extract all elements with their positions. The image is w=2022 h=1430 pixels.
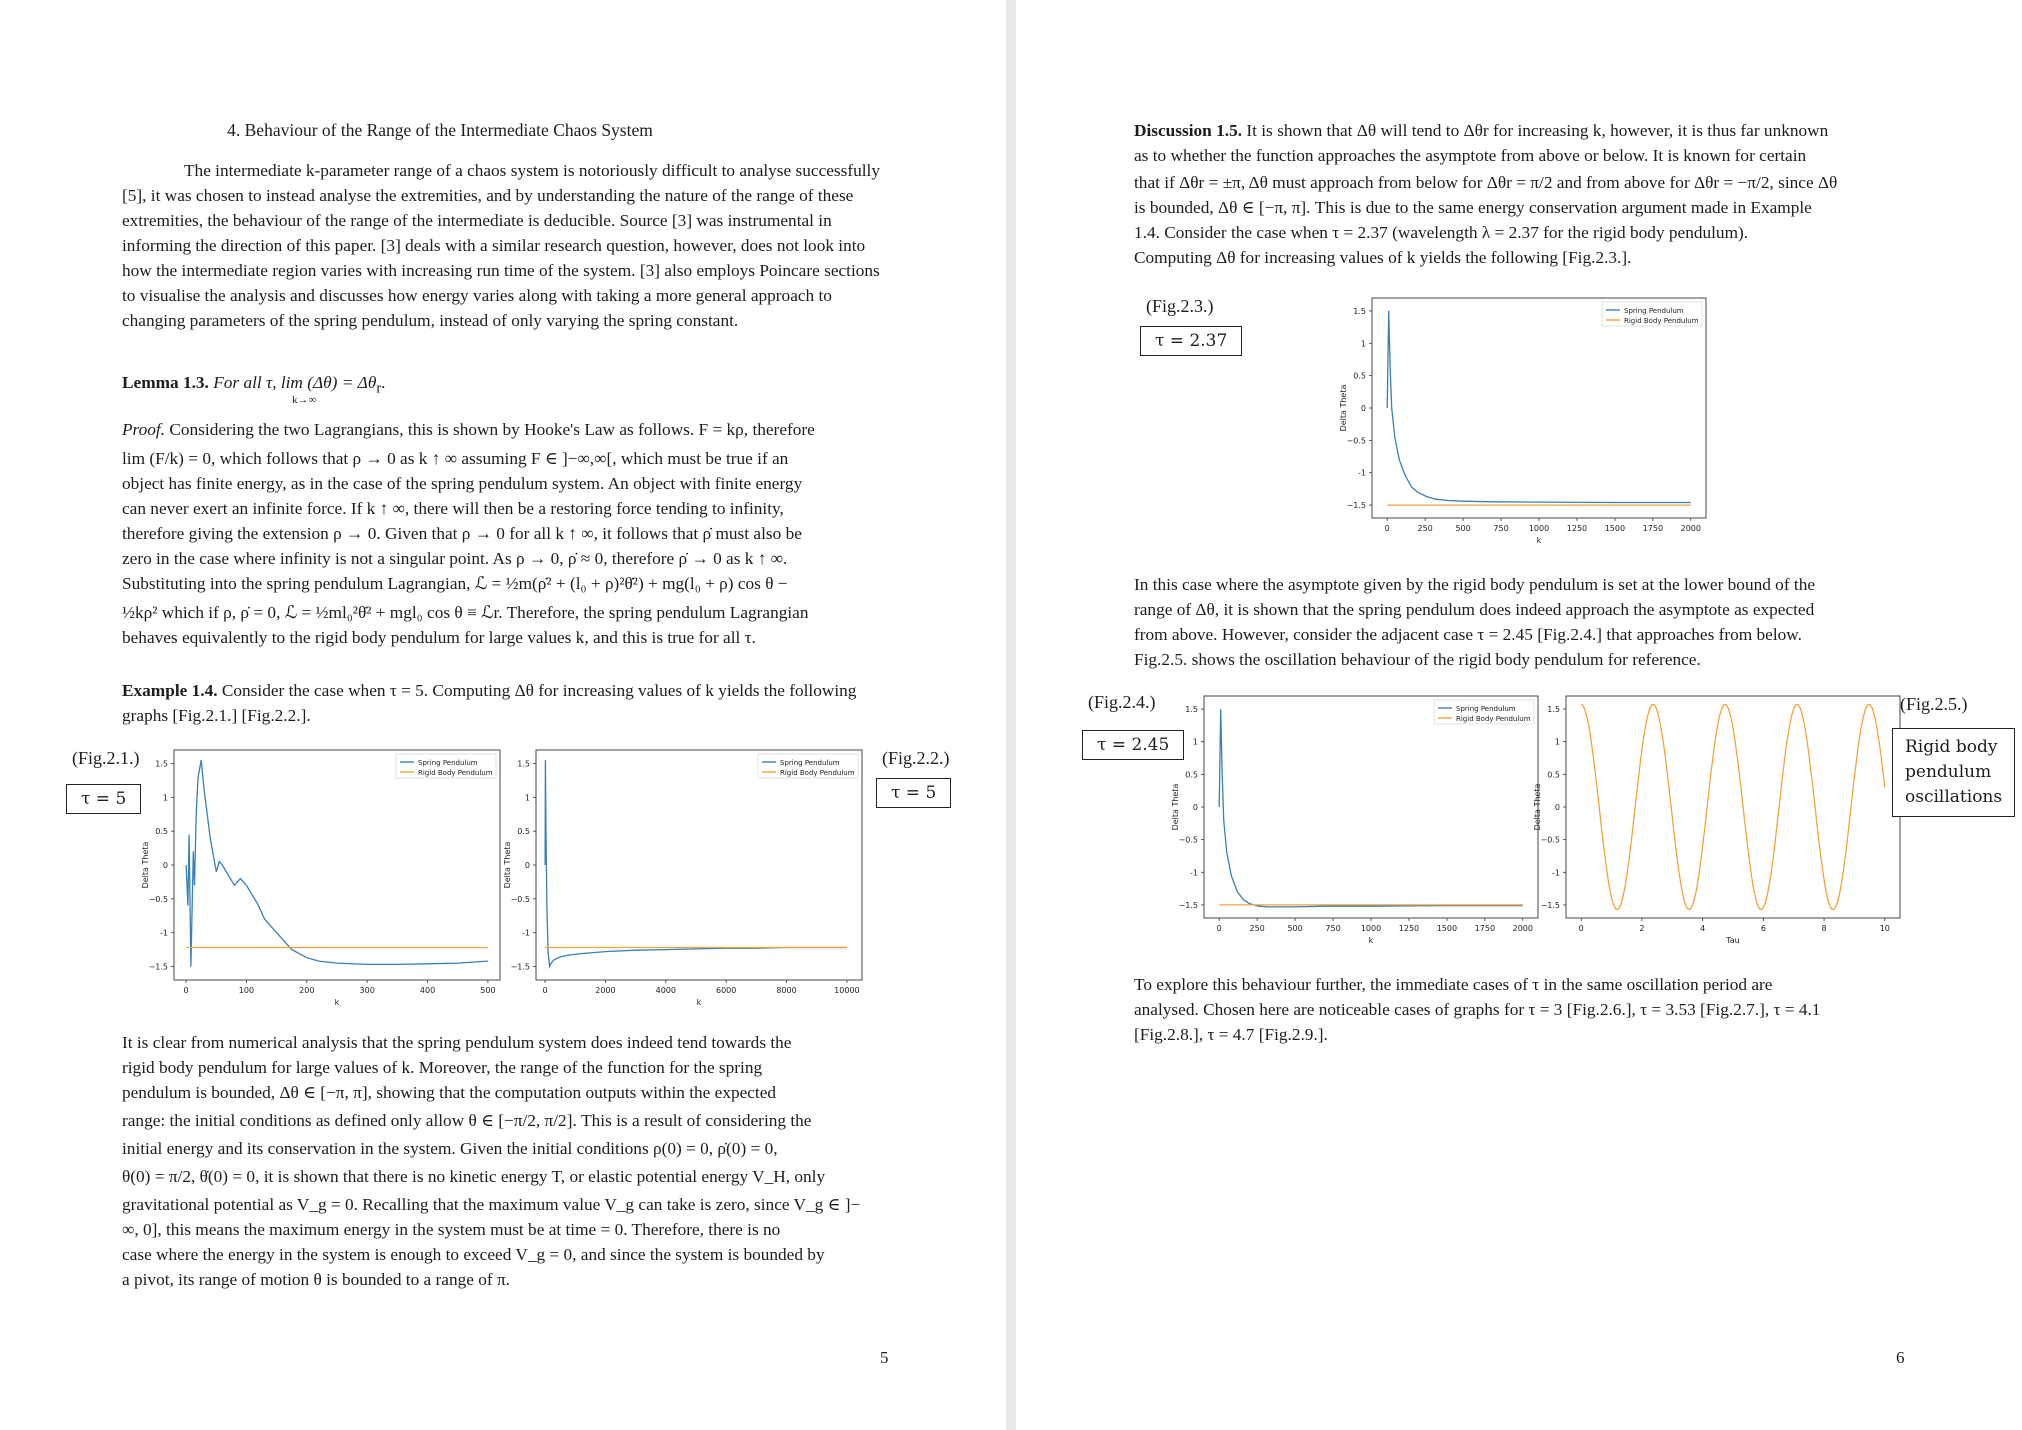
y-tick-label: 0	[524, 861, 530, 870]
asymptote-paragraph	[1134, 572, 1914, 672]
lemma-1-3: Lemma 1.3. For all τ, $\lim (\Delta\theta) = \Delta\theta_r$. k→∞	[122, 370, 890, 401]
x-tick-label: 100	[238, 986, 255, 995]
example-label: Example 1.4.	[122, 681, 218, 700]
x-tick-label: 6	[1760, 924, 1766, 933]
y-tick-label: −0.5	[510, 894, 530, 904]
y-tick-label: 1	[1192, 737, 1198, 747]
x-tick-label: 0	[542, 986, 548, 995]
fig21-caption: (Fig.2.1.)	[72, 748, 140, 768]
y-tick-label: 0	[1554, 803, 1560, 812]
y-tick-label: 1	[524, 793, 530, 803]
fig25-box-line-1: Rigid body	[1905, 737, 1998, 757]
x-tick-label: 8	[1821, 924, 1827, 933]
fig23-tau-label: τ = 2.37	[1140, 326, 1242, 356]
proof-line-1: Considering the two Lagrangians, this is shown by Hooke's Law as follows. F = kρ, therefore	[169, 420, 815, 439]
x-tick-label: 2	[1639, 924, 1645, 933]
x-tick-label: 0	[1578, 924, 1584, 933]
fig22-chart	[498, 742, 870, 1012]
legend-label-1: Spring Pendulum	[780, 759, 840, 767]
plot-frame	[536, 750, 862, 980]
legend-label-1: Spring Pendulum	[418, 759, 478, 767]
y-tick-label: −1.5	[510, 962, 530, 972]
x-tick-label: 750	[1493, 524, 1509, 533]
discussion-line-3: that if Δθr = ±π, Δθ must approach from below for Δθr = π/2 and from above for Δθr = −π/2, since Δθ	[1134, 173, 1838, 192]
analysis-line-1: It is clear from numerical analysis that the spring pendulum system does indeed tend towards the	[122, 1033, 792, 1052]
discussion-1-5	[1134, 118, 1914, 270]
x-tick-label: 8000	[776, 986, 797, 995]
x-tick-label: 500	[1455, 524, 1471, 533]
explore-paragraph	[1134, 972, 1914, 1047]
asymptote-line-2: range of Δθ, it is shown that the spring pendulum does indeed approach the asymptote as expected	[1134, 600, 1815, 619]
discussion-label: Discussion 1.5.	[1134, 121, 1243, 140]
example-1-4	[122, 678, 882, 728]
lemma-label: Lemma 1.3.	[122, 373, 209, 392]
proof-line-5: therefore giving the extension ρ → 0. Given that ρ → 0 for all k ↑ ∞, it follows that ρ̇ must also be	[122, 524, 802, 543]
y-tick-label: −1.5	[1178, 900, 1198, 910]
lemma-statement: For all τ, lim (Δθ) = Δθ	[213, 373, 377, 392]
y-axis-label: Delta Theta	[1533, 783, 1542, 831]
proof-line-6: zero in the case where infinity is not a singular point. As ρ → 0, ρ̇ ≈ 0, therefore ρ̇ → 0 as k ↑ ∞.	[122, 549, 788, 568]
fig24-chart	[1166, 688, 1546, 950]
fig24-tau-label: τ = 2.45	[1082, 730, 1184, 760]
y-tick-label: 0.5	[517, 827, 530, 837]
y-tick-label: −0.5	[1178, 835, 1198, 845]
proof-line-9: behaves equivalently to the rigid body pendulum for large values k, and this is true for all τ.	[122, 628, 756, 647]
proof-line-7: Substituting into the spring pendulum Lagrangian, ℒ = ½m(ρ̇² + (l₀ + ρ)²θ̇²) + mg(l₀ + ρ) cos θ −	[122, 574, 788, 593]
legend-label-2: Rigid Body Pendulum	[418, 769, 493, 777]
y-tick-label: 1.5	[1547, 705, 1560, 715]
y-tick-label: -1	[1190, 868, 1198, 878]
discussion-line-1: It is shown that Δθ will tend to Δθr for increasing k, however, it is thus far unknown	[1246, 121, 1829, 140]
page-5	[0, 0, 1006, 1430]
y-tick-label: 0	[1360, 404, 1366, 413]
y-tick-label: 1.5	[517, 759, 530, 769]
x-tick-label: 6000	[715, 986, 737, 995]
x-tick-label: 1500	[1604, 524, 1626, 533]
discussion-line-4: is bounded, Δθ ∈ [−π, π]. This is due to the same energy conservation argument made in Example	[1134, 198, 1812, 217]
x-tick-label: 300	[359, 986, 375, 995]
explore-line-1: To explore this behaviour further, the immediate cases of τ in the same oscillation period are	[1134, 975, 1773, 994]
lemma-subscript: r	[376, 380, 382, 397]
page-6	[1016, 0, 2022, 1430]
fig21-tau-label: τ = 5	[66, 784, 141, 814]
legend-label-1: Spring Pendulum	[1624, 307, 1684, 315]
x-tick-label: 1250	[1566, 524, 1588, 533]
fig21-chart	[136, 742, 508, 1012]
proof-line-8: ½kρ² which if ρ, ρ̇ = 0, ℒ = ½ml₀²θ̇² + mgl₀ cos θ ≡ ℒr. Therefore, the spring pendulum Lagrangian	[122, 603, 809, 622]
analysis-line-3: pendulum is bounded, Δθ ∈ [−π, π], showing that the computation outputs within the expected	[122, 1083, 777, 1102]
y-tick-label: -1	[1552, 868, 1560, 878]
analysis-line-8: ∞, 0], this means the maximum energy in the system must be at time = 0. Therefore, there is no	[122, 1220, 781, 1239]
legend-label-2: Rigid Body Pendulum	[780, 769, 855, 777]
fig25-chart	[1528, 688, 1908, 950]
legend-label-2: Rigid Body Pendulum	[1456, 715, 1531, 723]
fig25-caption: (Fig.2.5.)	[1900, 694, 1968, 714]
x-tick-label: 10000	[834, 986, 860, 995]
x-tick-label: 2000	[1680, 524, 1701, 533]
intro-paragraph: The intermediate k-parameter range of a chaos system is notoriously difficult to analyse successfully [5], it was chosen to instead analyse the extremities, and by understanding the nature of the range of these extremities, the behaviour of the range of the intermediate is deducible. Source [3] was instrumental in informing the direction of this paper. [3] deals with a similar research question, however, does not look into how the intermediate region varies with increasing run time of the system. [3] also employs Poincare sections to visualise the analysis and discusses how energy varies along with taking a more general approach to changing parameters of the spring pendulum, instead of only varying the spring constant.	[122, 161, 880, 330]
proof-line-2: lim (F/k) = 0, which follows that ρ → 0 as k ↑ ∞ assuming F ∈ ]−∞,∞[, which must be true if an	[122, 449, 789, 468]
y-tick-label: -1	[1358, 468, 1366, 478]
x-axis-label: k	[1536, 536, 1542, 545]
x-axis-label: k	[1368, 936, 1374, 945]
x-tick-label: 10	[1879, 924, 1890, 933]
fig25-box-line-2: pendulum	[1905, 762, 1992, 782]
x-axis-label: k	[696, 998, 702, 1007]
x-tick-label: 500	[1287, 924, 1303, 933]
proof-line-4: can never exert an infinite force. If k ↑ ∞, there will then be a restoring force tending to infinity,	[122, 499, 784, 518]
x-tick-label: 1750	[1642, 524, 1664, 533]
page-number-6: 6	[1896, 1348, 1905, 1367]
x-tick-label: 400	[419, 986, 436, 995]
x-tick-label: 1250	[1398, 924, 1420, 933]
page-number-5: 5	[880, 1348, 889, 1367]
proof-block	[122, 417, 892, 650]
analysis-line-5: initial energy and its conservation in the system. Given the initial conditions ρ(0) = 0, ρ̇(0) = 0,	[122, 1139, 778, 1158]
fig24-caption: (Fig.2.4.)	[1088, 692, 1156, 712]
x-axis-label: Tau	[1726, 936, 1740, 945]
y-tick-label: 0	[1192, 803, 1198, 812]
discussion-line-5: 1.4. Consider the case when τ = 2.37 (wavelength λ = 2.37 for the rigid body pendulum).	[1134, 223, 1749, 242]
analysis-line-4: range: the initial conditions as defined only allow θ ∈ [−π/2, π/2]. This is a result of considering the	[122, 1111, 812, 1130]
x-tick-label: 1500	[1436, 924, 1458, 933]
x-tick-label: 2000	[1512, 924, 1533, 933]
analysis-line-6: θ(0) = π/2, θ̇(0) = 0, it is shown that there is no kinetic energy T, or elastic potential energy V_H, only	[122, 1167, 826, 1186]
fig22-caption: (Fig.2.2.)	[882, 748, 950, 768]
analysis-line-10: a pivot, its range of motion θ is bounded to a range of π.	[122, 1270, 510, 1289]
discussion-line-2: as to whether the function approaches the asymptote from above or below. It is known for certain	[1134, 146, 1807, 165]
asymptote-line-3: from above. However, consider the adjacent case τ = 2.45 [Fig.2.4.] that approaches from below.	[1134, 625, 1802, 644]
explore-line-3: [Fig.2.8.], τ = 4.7 [Fig.2.9.].	[1134, 1025, 1328, 1044]
x-tick-label: 0	[1384, 524, 1390, 533]
x-tick-label: 2000	[595, 986, 616, 995]
y-axis-label: Delta Theta	[141, 841, 150, 889]
y-tick-label: 0.5	[155, 827, 168, 837]
y-tick-label: -1	[522, 928, 530, 938]
y-tick-label: 1.5	[155, 759, 168, 769]
y-tick-label: 0.5	[1353, 371, 1366, 381]
y-tick-label: 1.5	[1353, 306, 1366, 316]
y-tick-label: 1	[162, 793, 168, 803]
lemma-limit-subscript: k→∞	[292, 394, 317, 406]
x-tick-label: 4	[1700, 924, 1706, 933]
x-axis-label: k	[334, 998, 340, 1007]
y-tick-label: 1	[1554, 737, 1560, 747]
y-tick-label: −1.5	[1346, 501, 1366, 511]
x-tick-label: 250	[1417, 524, 1433, 533]
proof-label: Proof.	[122, 420, 166, 439]
y-tick-label: 0	[162, 861, 168, 870]
x-tick-label: 750	[1325, 924, 1341, 933]
y-axis-label: Delta Theta	[1171, 783, 1180, 831]
x-tick-label: 4000	[655, 986, 676, 995]
explore-line-2: analysed. Chosen here are noticeable cases of graphs for τ = 3 [Fig.2.6.], τ = 3.53 [Fig.2.7.], τ = 4.1	[1134, 1000, 1821, 1019]
asymptote-line-1: In this case where the asymptote given by the rigid body pendulum is set at the lower bound of the	[1134, 575, 1816, 594]
fig23-caption: (Fig.2.3.)	[1146, 296, 1214, 316]
fig22-tau-label: τ = 5	[876, 778, 951, 808]
y-tick-label: 0.5	[1547, 770, 1560, 780]
y-tick-label: 0.5	[1185, 770, 1198, 780]
y-axis-label: Delta Theta	[503, 841, 512, 889]
plot-frame	[1372, 298, 1706, 518]
y-tick-label: −1.5	[1540, 900, 1560, 910]
x-tick-label: 0	[183, 986, 189, 995]
x-tick-label: 500	[480, 986, 496, 995]
legend-label-2: Rigid Body Pendulum	[1624, 317, 1699, 325]
asymptote-line-4: Fig.2.5. shows the oscillation behaviour of the rigid body pendulum for reference.	[1134, 650, 1701, 669]
fig23-chart	[1334, 290, 1714, 550]
y-tick-label: 1.5	[1185, 705, 1198, 715]
plot-frame	[1204, 696, 1538, 918]
analysis-line-9: case where the energy in the system is enough to exceed V_g = 0, and since the system is bounded by	[122, 1245, 825, 1264]
analysis-line-2: rigid body pendulum for large values of k. Moreover, the range of the function for the spring	[122, 1058, 763, 1077]
analysis-line-7: gravitational potential as V_g = 0. Recalling that the maximum value V_g can take is zero, since V_g ∈ ]−	[122, 1195, 861, 1214]
y-tick-label: −0.5	[148, 894, 168, 904]
y-tick-label: 1	[1360, 339, 1366, 349]
x-tick-label: 0	[1216, 924, 1222, 933]
y-tick-label: −1.5	[148, 962, 168, 972]
analysis-paragraph	[122, 1030, 892, 1292]
x-tick-label: 250	[1249, 924, 1265, 933]
legend-label-1: Spring Pendulum	[1456, 705, 1516, 713]
y-tick-label: −0.5	[1346, 436, 1366, 446]
x-tick-label: 1000	[1360, 924, 1382, 933]
example-text: Consider the case when τ = 5. Computing Δθ for increasing values of k yields the following graphs [Fig.2.1.] [Fig.2.2.].	[122, 681, 857, 725]
section-title: 4. Behaviour of the Range of the Intermediate Chaos System	[227, 120, 653, 140]
proof-line-3: object has finite energy, as in the case of the spring pendulum system. An object with finite energy	[122, 474, 803, 493]
fig25-description-box	[1892, 728, 2015, 817]
y-tick-label: −0.5	[1540, 835, 1560, 845]
x-tick-label: 200	[299, 986, 315, 995]
y-tick-label: -1	[160, 928, 168, 938]
fig25-box-line-3: oscillations	[1905, 787, 2003, 807]
y-axis-label: Delta Theta	[1339, 384, 1348, 432]
discussion-line-6: Computing Δθ for increasing values of k yields the following [Fig.2.3.].	[1134, 248, 1632, 267]
x-tick-label: 1750	[1474, 924, 1496, 933]
x-tick-label: 1000	[1528, 524, 1550, 533]
